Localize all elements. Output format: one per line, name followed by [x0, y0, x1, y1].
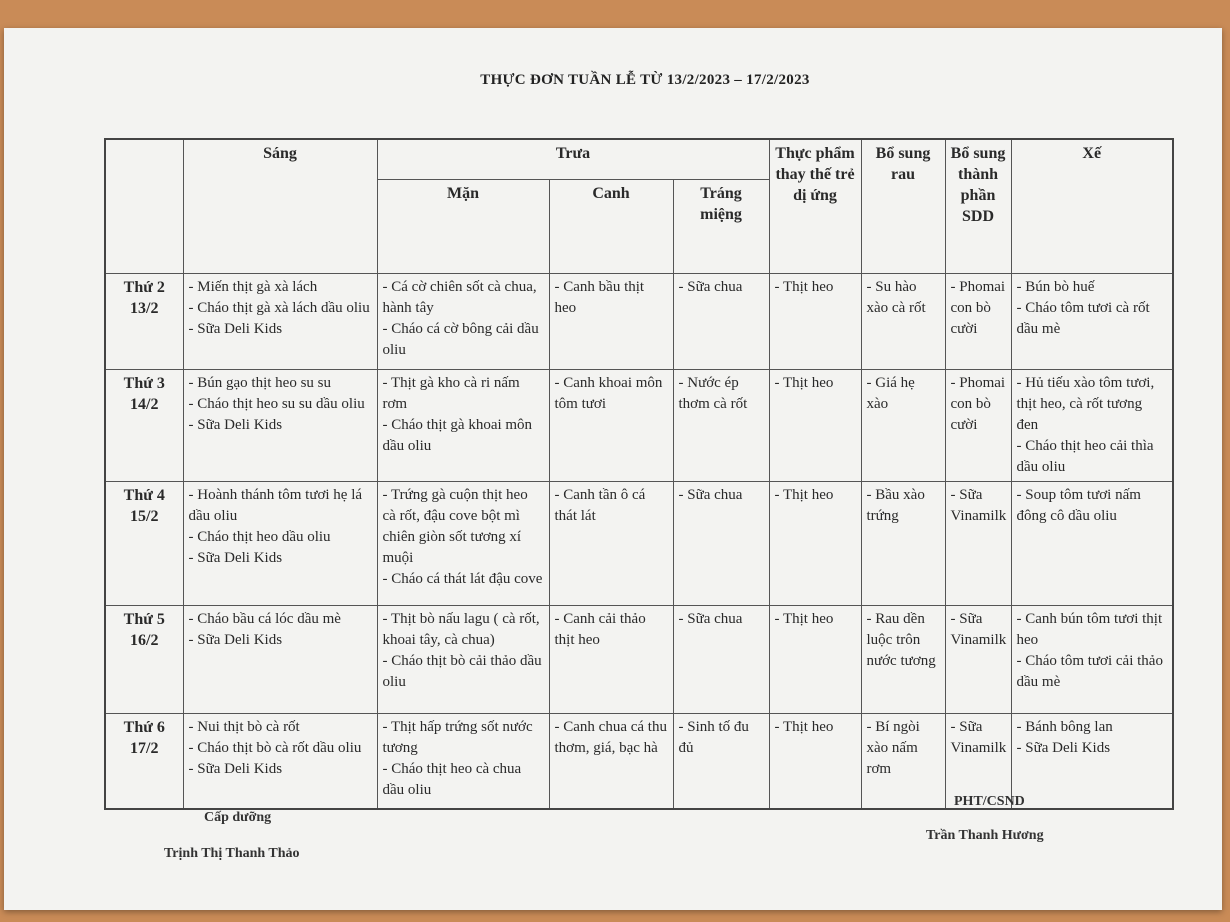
footer-right-name: Trần Thanh Hương	[926, 828, 1044, 843]
footer-left-role: Cấp dưỡng	[204, 810, 272, 825]
day-cell	[105, 369, 183, 481]
dish-item: - Cháo thịt heo su su dầu oliu	[188, 395, 365, 412]
header-man: Mặn	[377, 179, 549, 273]
cell-sang	[183, 713, 377, 809]
dish-item: - Canh tần ô cá thát lát	[554, 486, 646, 524]
dish-item: - Thịt heo	[774, 718, 834, 735]
cell-thay-the	[769, 369, 861, 481]
cell-xe	[1011, 605, 1173, 713]
day-name: Thứ 5	[123, 610, 165, 628]
day-name: Thứ 6	[123, 718, 165, 736]
dish-item: - Sinh tố đu đủ	[678, 718, 749, 756]
dish-item: - Thịt heo	[774, 610, 834, 627]
day-header	[105, 139, 183, 273]
dish-item: - Hủ tiếu xào tôm tươi, thịt heo, cà rốt tương đen	[1016, 374, 1155, 433]
cell-thay-the	[769, 273, 861, 369]
dish-item: - Sữa Deli Kids	[188, 760, 283, 777]
dish-item: - Thịt heo	[774, 374, 834, 391]
day-date: 14/2	[130, 395, 159, 413]
cell-trang-mieng	[673, 481, 769, 605]
cell-sang	[183, 273, 377, 369]
menu-row	[105, 273, 1173, 369]
cell-sdd	[945, 369, 1011, 481]
dish-item: - Sữa Deli Kids	[188, 549, 283, 566]
dish-item: - Soup tôm tươi nấm đông cô dầu oliu	[1016, 486, 1141, 524]
dish-item: - Sữa Deli Kids	[188, 320, 283, 337]
cell-rau	[861, 481, 945, 605]
cell-sang	[183, 605, 377, 713]
cell-rau	[861, 369, 945, 481]
cell-xe	[1011, 369, 1173, 481]
day-cell	[105, 605, 183, 713]
dish-item: - Hoành thánh tôm tươi hẹ lá dầu oliu	[188, 486, 363, 524]
cell-man	[377, 713, 549, 809]
dish-item: - Nui thịt bò cà rốt	[188, 718, 300, 735]
cell-canh	[549, 273, 673, 369]
dish-item: - Trứng gà cuộn thịt heo cà rốt, đậu cove bột mì chiên giòn sốt tương xí muội	[382, 486, 528, 566]
dish-item: - Canh cải thảo thịt heo	[554, 610, 646, 648]
menu-title: THỰC ĐƠN TUẦN LỄ TỪ 13/2/2023 – 17/2/2023	[480, 72, 810, 88]
day-cell	[105, 273, 183, 369]
footer-right-role: PHT/CSND	[954, 794, 1025, 809]
cell-sang	[183, 369, 377, 481]
cell-sdd	[945, 481, 1011, 605]
dish-item: - Phomai con bò cười	[950, 278, 1006, 337]
cell-canh	[549, 481, 673, 605]
dish-item: - Cháo tôm tươi cà rốt dầu mè	[1016, 299, 1150, 337]
cell-rau	[861, 273, 945, 369]
day-name: Thứ 2	[123, 278, 165, 296]
dish-item: - Cháo cá thát lát đậu cove	[382, 570, 543, 587]
cell-trang-mieng	[673, 605, 769, 713]
dish-item: - Cháo thịt bò cải thảo dầu oliu	[382, 652, 542, 690]
menu-body	[105, 273, 1173, 809]
dish-item: - Bầu xào trứng	[866, 486, 925, 524]
cell-thay-the	[769, 713, 861, 809]
dish-item: - Cháo cá cờ bông cải dầu oliu	[382, 320, 539, 358]
cell-canh	[549, 369, 673, 481]
dish-item: - Thịt gà kho cà ri nấm rơm	[382, 374, 520, 412]
cell-sdd	[945, 273, 1011, 369]
dish-item: - Rau dền luộc trôn nước tương	[866, 610, 936, 669]
dish-item: - Thịt bò nấu lagu ( cà rốt, khoai tây, cà chua)	[382, 610, 540, 648]
cell-trang-mieng	[673, 369, 769, 481]
dish-item: - Bí ngòi xào nấm rơm	[866, 718, 920, 777]
day-name: Thứ 4	[123, 486, 165, 504]
dish-item: - Sữa Deli Kids	[188, 631, 283, 648]
dish-item: - Bún bò huế	[1016, 278, 1095, 295]
dish-item: - Sữa Vinamilk	[950, 486, 1007, 524]
dish-item: - Sữa chua	[678, 486, 743, 503]
dish-item: - Sữa Vinamilk	[950, 718, 1007, 756]
cell-trang-mieng	[673, 713, 769, 809]
dish-item: - Canh bún tôm tươi thịt heo	[1016, 610, 1163, 648]
day-name: Thứ 3	[123, 374, 165, 392]
dish-item: - Cháo tôm tươi cải thảo dầu mè	[1016, 652, 1163, 690]
day-date: 15/2	[130, 507, 159, 525]
dish-item: - Miến thịt gà xà lách	[188, 278, 318, 295]
cell-rau	[861, 605, 945, 713]
dish-item: - Bún gạo thịt heo su su	[188, 374, 331, 391]
header-thay-the: Thực phẩm thay thế trẻ dị ứng	[769, 139, 861, 273]
dish-item: - Canh chua cá thu thơm, giá, bạc hà	[554, 718, 667, 756]
cell-man	[377, 273, 549, 369]
cell-trang-mieng	[673, 273, 769, 369]
day-date: 16/2	[130, 631, 159, 649]
dish-item: - Sữa Vinamilk	[950, 610, 1007, 648]
header-trang-mieng: Tráng miệng	[673, 179, 769, 273]
cell-man	[377, 605, 549, 713]
cell-man	[377, 369, 549, 481]
day-cell	[105, 713, 183, 809]
dish-item: - Nước ép thơm cà rốt	[678, 374, 748, 412]
dish-item: - Cháo thịt heo cà chua dầu oliu	[382, 760, 522, 798]
cell-thay-the	[769, 481, 861, 605]
dish-item: - Canh khoai môn tôm tươi	[554, 374, 663, 412]
dish-item: - Thịt heo	[774, 486, 834, 503]
dish-item: - Su hào xào cà rốt	[866, 278, 926, 316]
menu-row	[105, 369, 1173, 481]
dish-item: - Cháo thịt gà khoai môn dầu oliu	[382, 416, 533, 454]
menu-row	[105, 605, 1173, 713]
weekly-menu-table	[104, 138, 1174, 810]
cell-man	[377, 481, 549, 605]
dish-item: - Cháo thịt bò cà rốt dầu oliu	[188, 739, 362, 756]
dish-item: - Thịt hấp trứng sốt nước tương	[382, 718, 533, 756]
dish-item: - Cháo thịt gà xà lách dầu oliu	[188, 299, 370, 316]
dish-item: - Sữa chua	[678, 278, 743, 295]
header-xe: Xế	[1011, 139, 1173, 273]
dish-item: - Cá cờ chiên sốt cà chua, hành tây	[382, 278, 537, 316]
cell-canh	[549, 713, 673, 809]
dish-item: - Thịt heo	[774, 278, 834, 295]
day-date: 17/2	[130, 739, 159, 757]
dish-item: - Sữa Deli Kids	[1016, 739, 1111, 756]
day-date: 13/2	[130, 299, 159, 317]
header-bo-sung-rau: Bổ sung rau	[861, 139, 945, 273]
cell-rau	[861, 713, 945, 809]
header-bo-sung-sdd: Bổ sung thành phần SDD	[945, 139, 1011, 273]
dish-item: - Giá hẹ xào	[866, 374, 915, 412]
dish-item: - Bánh bông lan	[1016, 718, 1113, 735]
header-sang: Sáng	[183, 139, 377, 273]
cell-canh	[549, 605, 673, 713]
dish-item: - Phomai con bò cười	[950, 374, 1006, 433]
header-canh: Canh	[549, 179, 673, 273]
day-cell	[105, 481, 183, 605]
header-trua: Trưa	[377, 139, 769, 179]
dish-item: - Cháo thịt heo cải thìa dầu oliu	[1016, 437, 1154, 475]
dish-item: - Cháo thịt heo dầu oliu	[188, 528, 331, 545]
footer-left-name: Trịnh Thị Thanh Thảo	[164, 846, 300, 861]
dish-item: - Canh bầu thịt heo	[554, 278, 645, 316]
dish-item: - Sữa Deli Kids	[188, 416, 283, 433]
cell-sdd	[945, 605, 1011, 713]
cell-thay-the	[769, 605, 861, 713]
menu-row	[105, 481, 1173, 605]
cell-xe	[1011, 713, 1173, 809]
cell-xe	[1011, 481, 1173, 605]
cell-xe	[1011, 273, 1173, 369]
dish-item: - Sữa chua	[678, 610, 743, 627]
cell-sang	[183, 481, 377, 605]
dish-item: - Cháo bầu cá lóc dầu mè	[188, 610, 341, 627]
